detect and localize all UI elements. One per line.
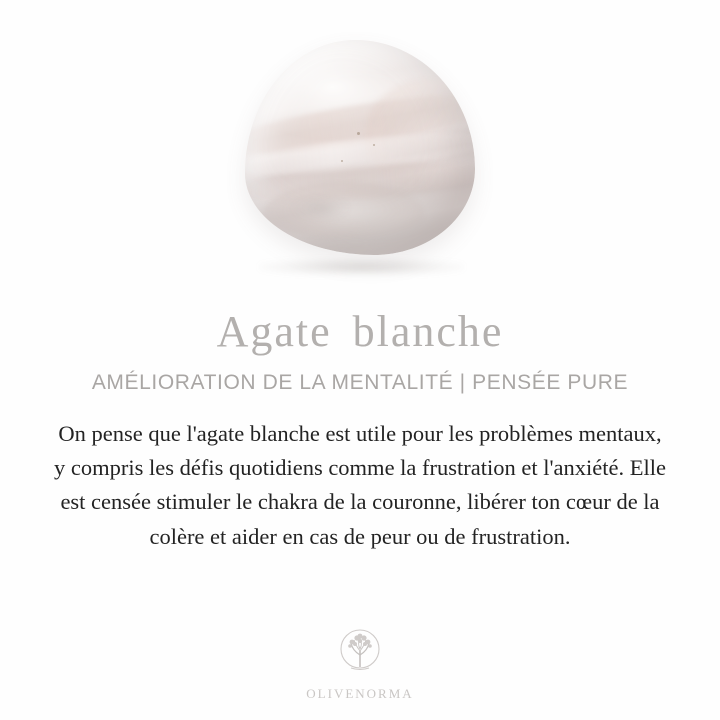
stone-description: On pense que l'agate blanche est utile pour les problèmes mentaux, y compris les défis quotidiens comme la frustration et l'anxiété. Elle est censée stimuler le chakra de la couronne, libérer ton cœur de la colère et aider en cas de peur ou de frustration. — [53, 421, 666, 549]
brand-name: OLIVENORMA — [306, 686, 414, 701]
page-title: Agate blanche — [216, 307, 504, 356]
stone-keywords: AMÉLIORATION DE LA MENTALITÉ | PENSÉE PURE — [91, 371, 629, 394]
tree-of-life-icon — [333, 625, 387, 684]
stone-speck — [341, 160, 343, 162]
stone-shadow — [259, 258, 464, 276]
stone-speck — [373, 144, 375, 146]
stone-speck — [357, 132, 360, 135]
agate-stone-shape — [245, 40, 475, 255]
stone-image-area — [0, 0, 720, 300]
footer — [0, 625, 720, 702]
stone-image — [245, 40, 475, 270]
stone-band — [291, 195, 351, 221]
